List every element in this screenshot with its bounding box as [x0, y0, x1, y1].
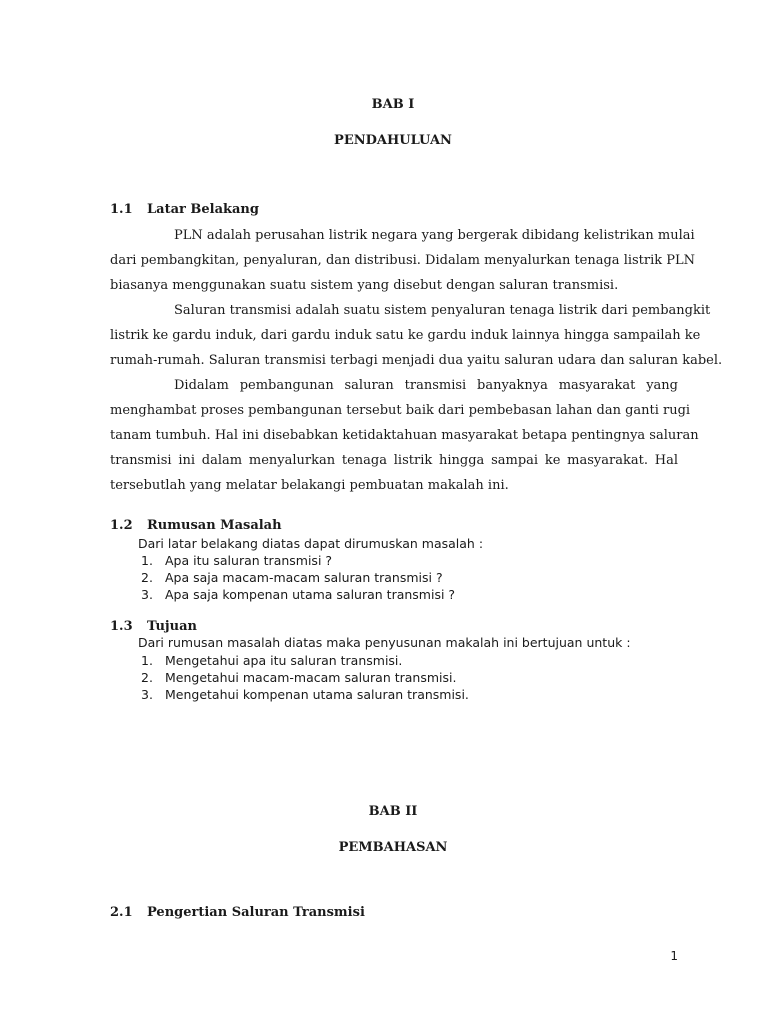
- paragraph-line: tanam tumbuh. Hal ini disebabkan ketidaktahuan masyarakat betapa pentingnya saluran: [110, 428, 699, 443]
- section-heading-1-1: [110, 202, 259, 217]
- paragraph-line: listrik ke gardu induk, dari gardu induk satu ke gardu induk lainnya hingga sampailah ke: [110, 328, 701, 343]
- section-number: 1.3: [110, 619, 133, 634]
- section-title: Rumusan Masalah: [147, 518, 282, 533]
- list-item: [141, 586, 455, 603]
- section-intro: Dari rumusan masalah diatas maka penyusunan makalah ini bertujuan untuk :: [138, 635, 631, 650]
- problem-list: [141, 552, 455, 603]
- list-text: Mengetahui macam-macam saluran transmisi.: [165, 670, 457, 685]
- section-heading-1-3: [110, 619, 197, 634]
- paragraph-line: PLN adalah perusahan listrik negara yang bergerak dibidang kelistrikan mulai: [174, 228, 695, 243]
- paragraph-line: rumah-rumah. Saluran transmisi terbagi menjadi dua yaitu saluran udara dan saluran kabel.: [110, 353, 723, 368]
- paragraph-latar-1: [110, 223, 723, 498]
- list-text: Mengetahui apa itu saluran transmisi.: [165, 653, 403, 668]
- list-text: Apa itu saluran transmisi ?: [165, 553, 333, 568]
- list-item: [141, 669, 469, 686]
- section-heading-1-2: [110, 518, 282, 533]
- paragraph-line: menghambat proses pembangunan tersebut baik dari pembebasan lahan dan ganti rugi: [110, 403, 691, 418]
- section-number: 2.1: [110, 905, 133, 920]
- list-item: [141, 552, 455, 569]
- list-item: [141, 686, 469, 703]
- section-heading-2-1: [110, 905, 365, 920]
- section-intro: Dari latar belakang diatas dapat dirumuskan masalah :: [138, 536, 484, 551]
- page-number: 1: [670, 949, 678, 963]
- section-title: Latar Belakang: [147, 202, 259, 217]
- list-number: 3.: [141, 587, 153, 602]
- section-number: 1.1: [110, 202, 133, 217]
- list-text: Mengetahui kompenan utama saluran transmisi.: [165, 687, 469, 702]
- list-number: 2.: [141, 670, 153, 685]
- chapter-subtitle: PENDAHULUAN: [334, 133, 452, 148]
- chapter-title: BAB II: [368, 804, 418, 819]
- paragraph-line: Saluran transmisi adalah suatu sistem penyaluran tenaga listrik dari pembangkit: [174, 303, 711, 318]
- chapter-subtitle: PEMBAHASAN: [338, 840, 448, 855]
- paragraph-line: dari pembangkitan, penyaluran, dan distribusi. Didalam menyalurkan tenaga listrik PLN: [110, 253, 696, 268]
- list-text: Apa saja macam-macam saluran transmisi ?: [165, 570, 443, 585]
- section-number: 1.2: [110, 518, 133, 533]
- list-item: [141, 652, 469, 669]
- list-number: 2.: [141, 570, 153, 585]
- chapter-title: BAB I: [371, 97, 415, 112]
- list-number: 1.: [141, 553, 153, 568]
- objective-list: [141, 652, 469, 703]
- paragraph-line: Didalam pembangunan saluran transmisi banyaknya masyarakat yang: [174, 378, 678, 393]
- paragraph-line: biasanya menggunakan suatu sistem yang disebut dengan saluran transmisi.: [110, 278, 619, 293]
- list-number: 1.: [141, 653, 153, 668]
- list-number: 3.: [141, 687, 153, 702]
- paragraph-line: tersebutlah yang melatar belakangi pembuatan makalah ini.: [110, 478, 509, 493]
- paragraph-line: transmisi ini dalam menyalurkan tenaga listrik hingga sampai ke masyarakat. Hal: [110, 453, 678, 468]
- section-title: Pengertian Saluran Transmisi: [147, 905, 365, 920]
- list-item: [141, 569, 455, 586]
- section-title: Tujuan: [147, 619, 197, 634]
- list-text: Apa saja kompenan utama saluran transmisi ?: [165, 587, 456, 602]
